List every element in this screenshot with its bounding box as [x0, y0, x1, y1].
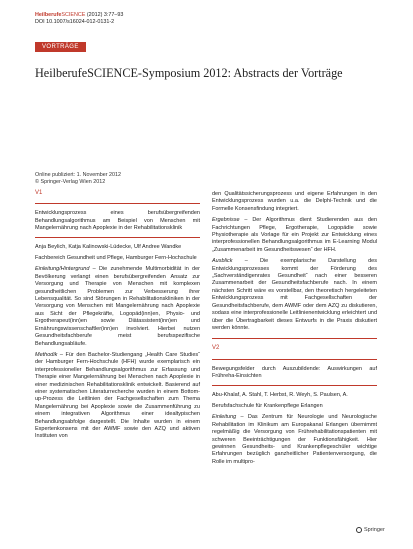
paragraph-label: Ergebnisse	[212, 217, 240, 224]
section-number: V2	[212, 345, 220, 352]
section-divider	[212, 385, 377, 386]
doi: DOI 10.1007/s16024-012-0131-2	[35, 19, 115, 25]
section-divider	[35, 237, 200, 238]
abstract-authors: Anja Beylich, Katja Kalinowski-Lüdecke, Ulf Andree Wandke	[35, 243, 182, 250]
abstract-paragraph	[35, 352, 200, 441]
springer-horse-icon	[356, 527, 362, 533]
abstract-heading: Bewegungsfelder durch Auszubildende: Auswirkungen auf Frühreha-Einsichten	[212, 365, 377, 380]
journal-brand-science: SCIENCE	[61, 12, 86, 18]
section-divider	[212, 359, 377, 360]
abstract-paragraph: den Qualitätssicherungsprozess und eigene Erfahrungen in den Entwicklungsprozess wurden u.a. die Delphi-Technik und die Formelle Konsensfindung integriert.	[212, 191, 377, 212]
paragraph-label: Einleitung/Hintergrund	[35, 266, 90, 273]
left-column	[35, 190, 200, 445]
abstract-authors: Abu-Khalaf, A. Stahl, T. Herbst, R. Weyh, S. Paulsen, A.	[212, 391, 348, 398]
journal-header	[35, 12, 123, 26]
page-title: HeilberufeSCIENCE-Symposium 2012: Abstracts der Vorträge	[35, 66, 343, 80]
publication-info	[35, 172, 121, 186]
paragraph-label: Einleitung	[212, 414, 237, 421]
section-number: V1	[35, 190, 43, 196]
journal-citation	[35, 12, 123, 19]
publisher-name: Springer	[364, 527, 385, 533]
paragraph-text: – Der Algorithmus dient Studierenden aus den Fachrichtungen Pflege, Ergotherapie, Logopädie sowie Physiotherapie als Vorlage für ein Projekt zur Entwicklung eines interprofessionellen Behandlungsalgorithmus im E-Learning Modul „Zusammenarbeit im Gesundheitswesen“ der HFH.	[212, 217, 377, 253]
abstract-paragraph	[212, 258, 377, 332]
abstract-institution: Fachbereich Gesundheit und Pflege, Hamburger Fern-Hochschule	[35, 255, 197, 262]
section-divider	[35, 203, 200, 204]
publisher-logo	[356, 527, 385, 533]
abstract-institution: Berufsfachschule für Krankenpflege Erlangen	[212, 402, 323, 409]
paragraph-text: – Die zunehmende Multimorbidität in der Bevölkerung verlangt einen berufsübergreifenden Ansatz zur Versorgung und Therapie von Menschen mit komplexen gesundheitlichen Problemen zur Verbesserung ihrer Lebensqualität. So sind Störungen in Rehabilitationskliniken in der Versorgung von Menschen mit Mangelernährung nach Apoplexie aus Sicht der Pflegekräfte, Logopäd(inn)en, Physio- und Ergotherapeut(inn)en sowie Diätassistent(inn)en und Ernährungswissenschaftler(inn)en involviert. Hierbei nutzen Gesundheitsfachberufe meist berufsspezifische Behandlungsabläufe.	[35, 266, 200, 347]
paragraph-text: – Die exemplarische Darstellung des Entwicklungsprozesses kommt der Förderung des „Sachverständigenrates Gesundheit“ nach einer besseren Zusammenarbeit der Gesundheitsfachberufe nach. In einem nächsten Schritt wäre es vorstellbar, den theoretisch hergeleiteten Entwicklungsprozess mit Fachgesellschaften der Gesundheitsfachberufe, dem AWMF oder dem AZQ zu diskutieren, sodass eine interprofessionelle Leitlinienentwicklung erleichtert und über die Übertragbarkeit dieses Entwurfs in die Praxis diskutiert werden könnte.	[212, 258, 377, 331]
journal-volume: (2012) 3:77–93	[85, 12, 124, 18]
abstract-paragraph	[35, 266, 200, 347]
online-date: Online publiziert: 1. November 2012	[35, 172, 121, 178]
paragraph-label: Ausblick	[212, 258, 233, 265]
section-tag: VORTRÄGE	[35, 42, 86, 52]
right-column	[212, 191, 377, 470]
abstract-heading: Entwicklungsprozess eines berufsübergreifenden Behandlungsalgorithmus am Beispiel von Menschen mit Mangelernährung nach Apoplexie in der Rehabilitationsklinik	[35, 210, 200, 232]
section-divider	[212, 338, 377, 339]
journal-brand-heilberufe: Heilberufe	[35, 12, 62, 18]
paragraph-text: – Das Zentrum für Neurologie und Neurologische Rehabilitation im Klinikum am Europakanal Erlangen übernimmt regelmäßig die Versorgung von Frührehabilitationspatienten mit schweren Beeinträchtigungen der Funktionsfähigkeit. Hier gewinnen Gesundheits- und Krankenpflegeschüler wichtige Erfahrungen bezüglich ganzheitlicher Patientenversorgung, die Rolle im multipro-	[212, 414, 377, 465]
abstract-paragraph	[212, 414, 377, 466]
copyright: © Springer-Verlag Wien 2012	[35, 179, 106, 185]
abstract-paragraph	[212, 217, 377, 254]
paragraph-label: Methodik	[35, 351, 58, 358]
paragraph-text: – Für den Bachelor-Studiengang „Health Care Studies“ der Hamburger Fern-Hochschule (HFH) wurde exemplarisch ein interprofessioneller Behandlungsalgorithmus zur Erfassung und Therapie einer Mangelernährung bei Menschen nach Apoplexie in einer medizinischen Rehabilitationsklinik entwickelt. Basierend auf einer systematischen Literaturrecherche wurden in einem Bottom-up-Prozess die Leitlinien der Fachgesellschaften zum Thema Mangelernährung bei Apoplexie sowie die Zusammenführung zu einem integrativen Algorithmus einer idealtypischen Behandlungsabfolge dargestellt. Die Inhalte wurden in einem Expertenkonsens mit der AWMF sowie den AZQ und aktiven Instituten von	[35, 351, 200, 440]
